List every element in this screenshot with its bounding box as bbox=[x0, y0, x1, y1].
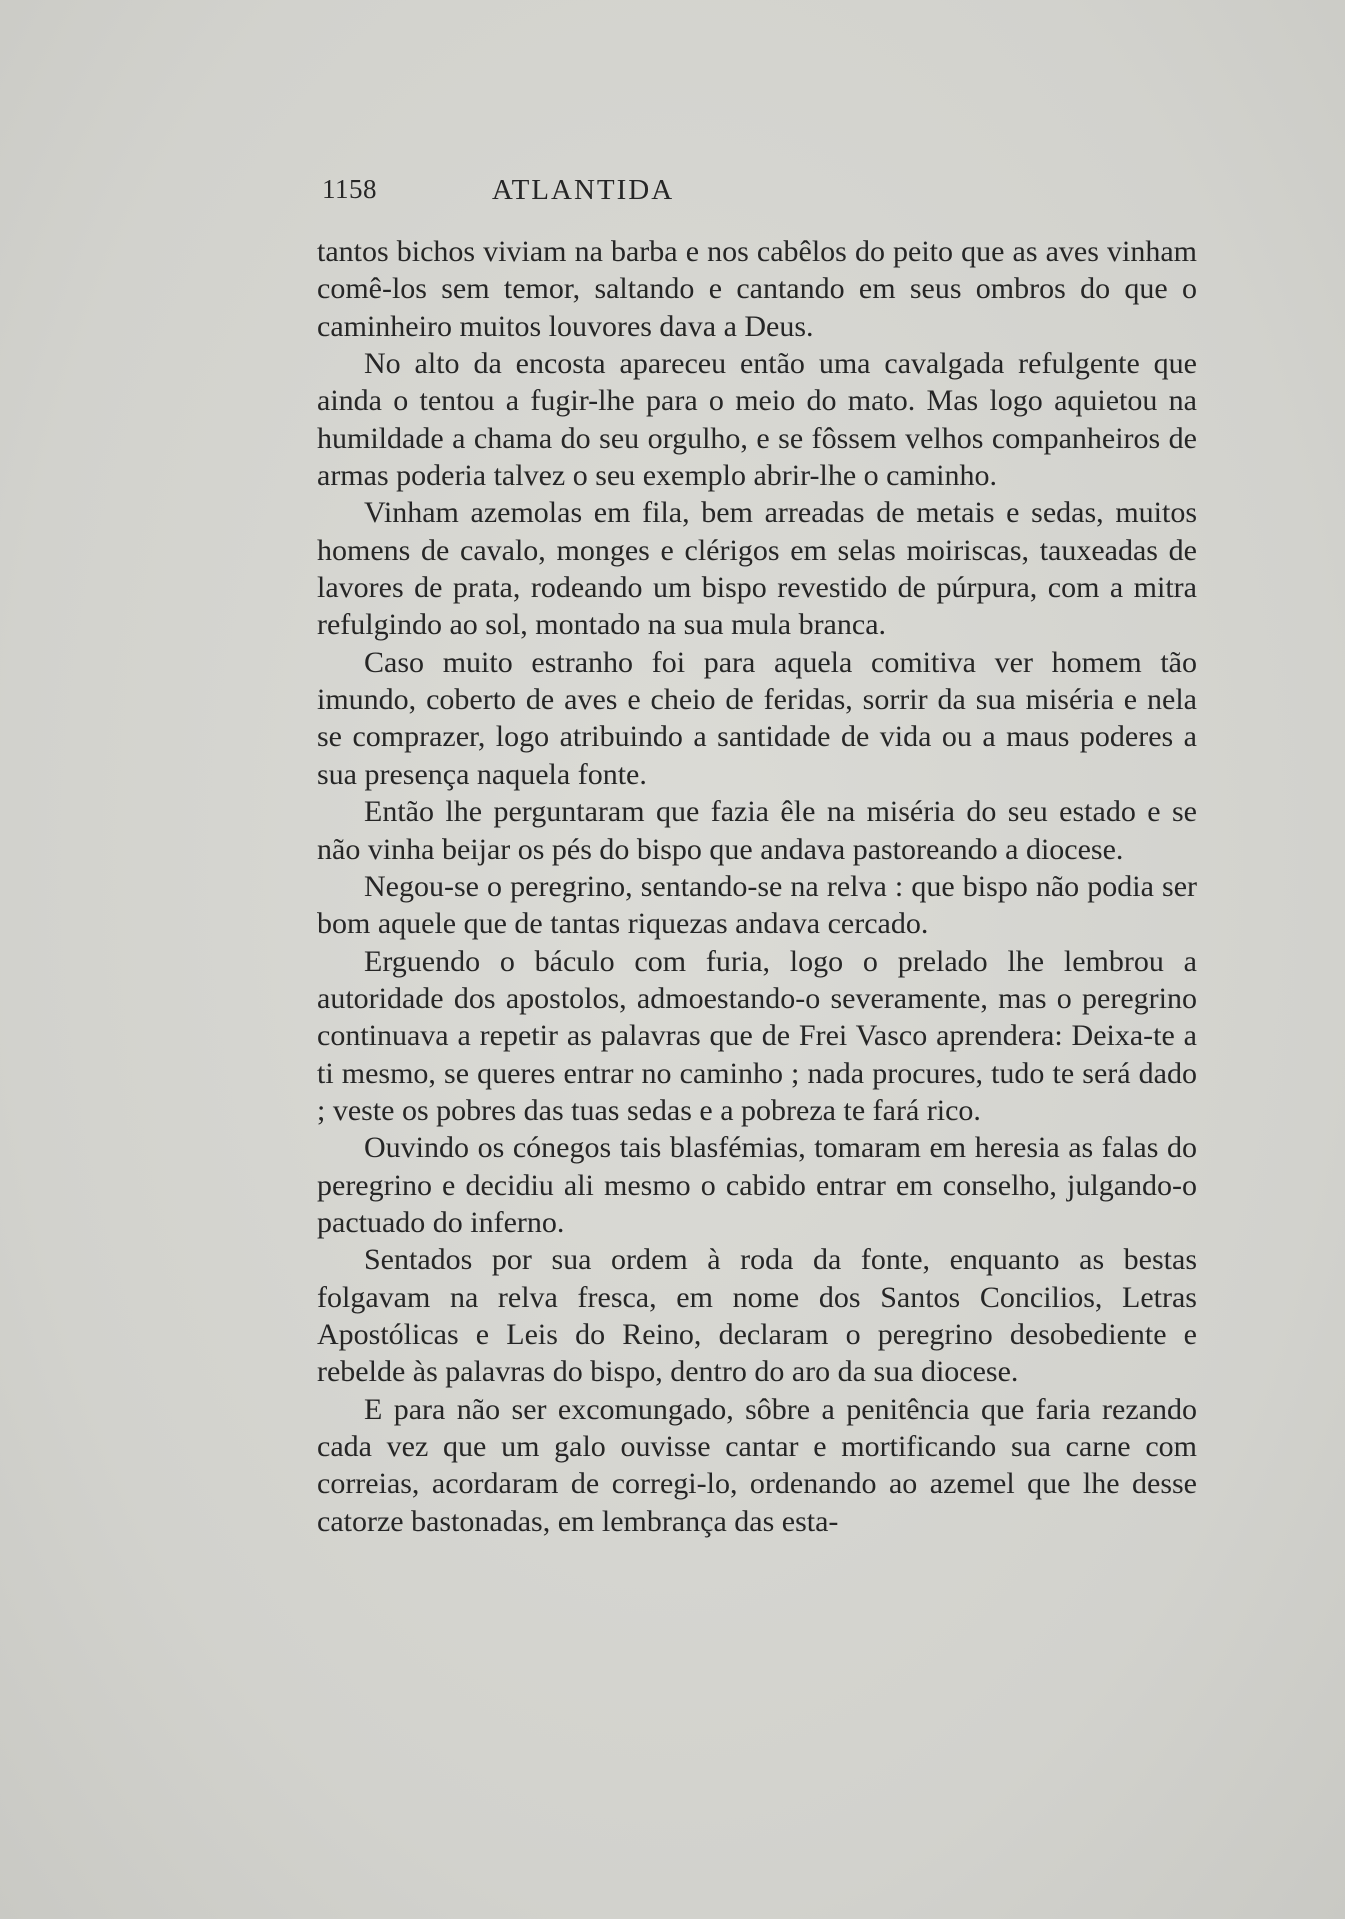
page-header bbox=[322, 174, 844, 210]
paragraph: Sentados por sua ordem à roda da fonte, enquanto as bestas folgavam na relva fresca, em nome dos Santos Concilios, Letras Apostólicas e Leis do Reino, declaram o peregrino desobediente e rebelde às palavras do bispo, dentro do aro da sua diocese. bbox=[317, 1243, 1197, 1389]
paragraph: tantos bichos viviam na barba e nos cabêlos do peito que as aves vinham comê-los sem temor, saltando e cantando em seus ombros do que o caminheiro muitos louvores dava a Deus. bbox=[317, 235, 1197, 343]
paragraph: Caso muito estranho foi para aquela comitiva ver homem tão imundo, coberto de aves e cheio de feridas, sorrir da sua miséria e nela se comprazer, logo atribuindo a santidade de vida ou a maus poderes a sua presença naquela fonte. bbox=[317, 645, 1197, 791]
paragraph: Erguendo o báculo com furia, logo o prelado lhe lembrou a autoridade dos apostolos, admoestando-o severamente, mas o peregrino continuava a repetir as palavras que de Frei Vasco aprendera: Deixa-te a ti mesmo, se queres entrar no caminho ; nada procures, tudo te será dado ; veste os pobres das tuas sedas e a pobreza te fará rico. bbox=[317, 944, 1197, 1127]
paragraph: Vinham azemolas em fila, bem arreadas de metais e sedas, muitos homens de cavalo, monges e clérigos em selas moiriscas, tauxeadas de lavores de prata, rodeando um bispo revestido de púrpura, com a mitra refulgindo ao sol, montado na sua mula branca. bbox=[317, 496, 1197, 642]
running-title: ATLANTIDA bbox=[491, 174, 675, 206]
paragraph: Negou-se o peregrino, sentando-se na relva : que bispo não podia ser bom aquele que de tantas riquezas andava cercado. bbox=[317, 869, 1197, 941]
paragraph: Então lhe perguntaram que fazia êle na miséria do seu estado e se não vinha beijar os pés do bispo que andava pastoreando a diocese. bbox=[317, 795, 1197, 866]
paragraph: No alto da encosta apareceu então uma cavalgada refulgente que ainda o tentou a fugir-lhe para o meio do mato. Mas logo aquietou na humildade a chama do seu orgulho, e se fôssem velhos companheiros de armas poderia talvez o seu exemplo abrir-lhe o caminho. bbox=[317, 347, 1197, 493]
body-text bbox=[317, 233, 1197, 1540]
paragraph: Ouvindo os cónegos tais blasfémias, tomaram em heresia as falas do peregrino e decidiu ali mesmo o cabido entrar em conselho, julgando-o pactuado do inferno. bbox=[317, 1131, 1197, 1239]
page-number: 1158 bbox=[322, 174, 377, 204]
paragraph: E para não ser excomungado, sôbre a penitência que faria rezando cada vez que um galo ouvisse cantar e mortificando sua carne com correias, acordaram de corregi-lo, ordenando ao azemel que lhe desse catorze bastonadas, em lembrança das esta- bbox=[317, 1392, 1197, 1538]
